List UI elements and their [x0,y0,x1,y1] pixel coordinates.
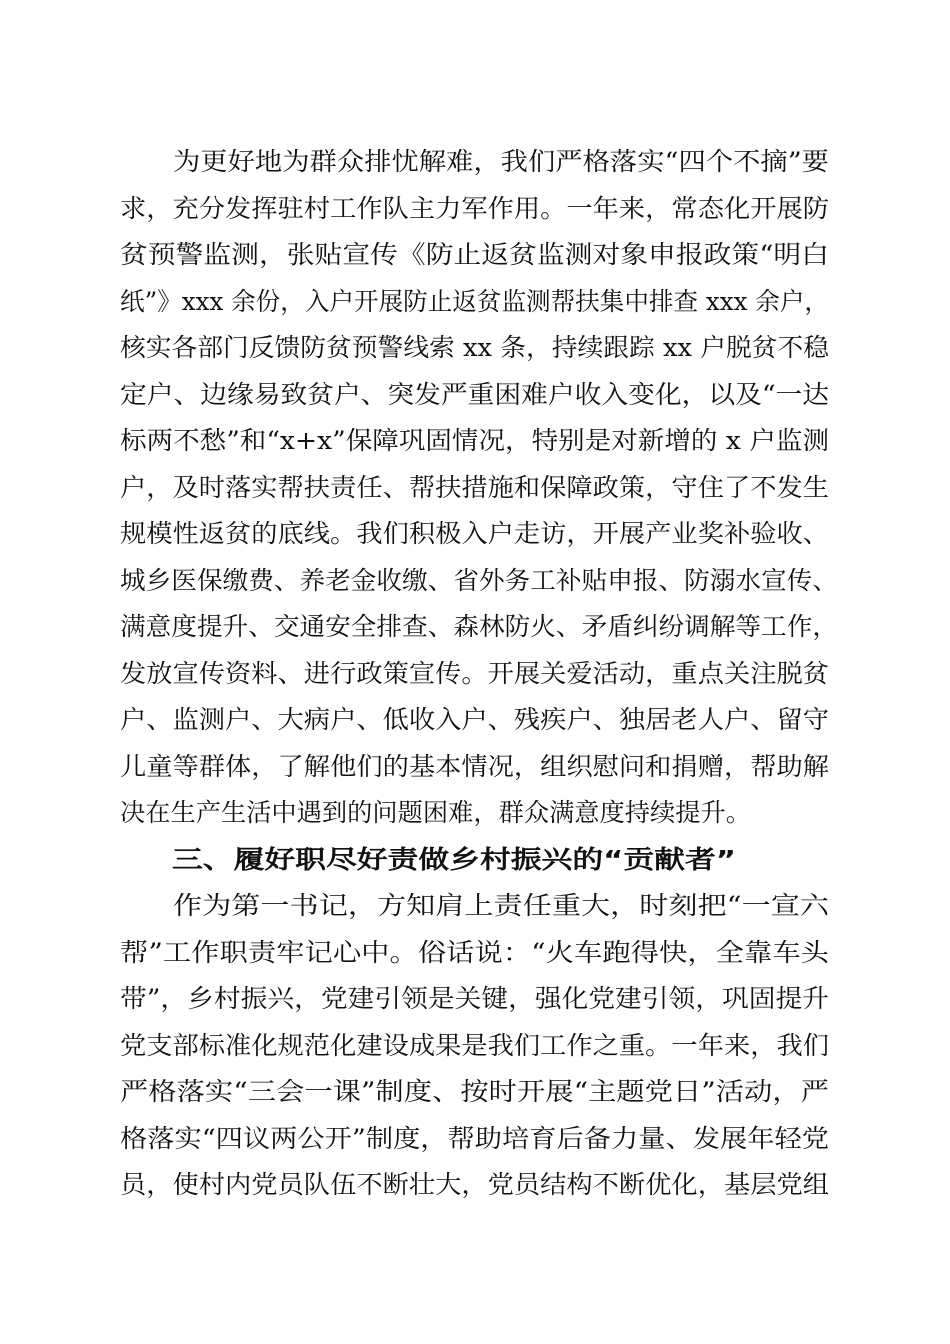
paragraph-1-line [0,235,950,275]
paragraph-2-line [0,886,950,926]
paragraph-1-line-text: 城乡医保缴费、养老金收缴、省外务工补贴申报、防溺水宣传、 [120,566,838,595]
paragraph-1-line [0,700,950,740]
paragraph-1-line-text: 定户、边缘易致贫户、突发严重困难户收入变化，以及“一达 [120,380,829,409]
paragraph-1-line [0,793,950,833]
paragraph-1-line [0,607,950,647]
paragraph-1-line [0,375,950,415]
paragraph-1-line [0,142,950,182]
paragraph-1-line-text: 户、监测户、大病户、低收入户、残疾户、独居老人户、留守 [120,705,829,734]
paragraph-1-line-text: 核实各部门反馈防贫预警线索 xx 条，持续跟踪 xx 户脱贫不稳 [120,333,829,362]
paragraph-1-line-text: 满意度提升、交通安全排查、森林防火、矛盾纠纷调解等工作， [120,612,838,641]
paragraph-2-line-text: 党支部标准化规范化建设成果是我们工作之重。一年来，我们 [120,1031,829,1060]
paragraph-2-line-text: 带”，乡村振兴，党建引领是关键，强化党建引领，巩固提升 [120,984,829,1013]
paragraph-2-line-text: 员，使村内党员队伍不断壮大，党员结构不断优化，基层党组 [120,1170,829,1199]
paragraph-2-line [0,979,950,1019]
paragraph-1-line-text: 儿童等群体，了解他们的基本情况，组织慰问和捐赠，帮助解 [120,752,829,781]
paragraph-1-line-text: 纸”》xxx 余份，入户开展防止返贫监测帮扶集中排查 xxx 余户， [120,287,829,316]
paragraph-2-line [0,1026,950,1066]
paragraph-2-line [0,1072,950,1112]
paragraph-2-line-text: 格落实“四议两公开”制度，帮助培育后备力量、发展年轻党 [120,1124,829,1153]
paragraph-1-line-text: 为更好地为群众排忧解难，我们严格落实“四个不摘”要 [173,147,829,176]
paragraph-1-line-text: 规模性返贫的底线。我们积极入户走访，开展产业奖补验收、 [120,519,829,548]
paragraph-2-line [0,933,950,973]
paragraph-1-line [0,468,950,508]
paragraph-1-line-text: 标两不愁”和“x+x”保障巩固情况，特别是对新增的 x 户监测 [120,426,830,455]
paragraph-2-line [0,1119,950,1159]
paragraph-1-line [0,282,950,322]
paragraph-1-line-text: 贫预警监测，张贴宣传《防止返贫监测对象申报政策“明白 [120,240,829,269]
paragraph-1-line [0,328,950,368]
paragraph-2-line-text: 作为第一书记，方知肩上责任重大，时刻把“一宣六 [173,891,829,920]
paragraph-1-line [0,654,950,694]
section-heading [0,840,950,880]
paragraph-1-line [0,747,950,787]
paragraph-2-line-text: 严格落实“三会一课”制度、按时开展“主题党日”活动，严 [120,1077,829,1106]
paragraph-1-line-text: 发放宣传资料、进行政策宣传。开展关爱活动，重点关注脱贫 [120,659,829,688]
paragraph-1-line [0,514,950,554]
paragraph-1-line [0,561,950,601]
paragraph-1-line [0,189,950,229]
paragraph-2-line-text: 帮”工作职责牢记心中。俗话说：“火车跑得快，全靠车头 [120,938,829,967]
paragraph-1-line [0,421,950,461]
paragraph-1-line-text: 决在生产生活中遇到的问题困难，群众满意度持续提升。 [120,798,751,827]
paragraph-2-line [0,1165,950,1205]
paragraph-1-line-text: 户，及时落实帮扶责任、帮扶措施和保障政策，守住了不发生 [120,473,829,502]
section-heading-text: 三、履好职尽好责做乡村振兴的“贡献者” [172,845,736,874]
paragraph-1-line-text: 求，充分发挥驻村工作队主力军作用。一年来，常态化开展防 [120,194,829,223]
